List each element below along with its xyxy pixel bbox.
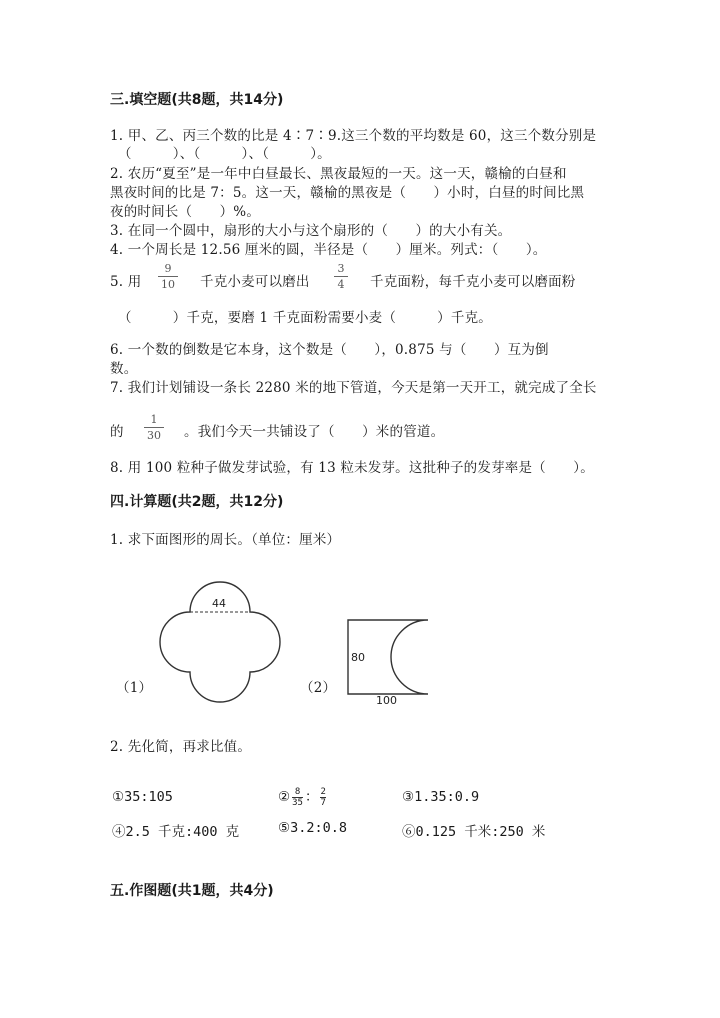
fraction-numerator: 3 xyxy=(337,262,345,275)
question-2-line-2: 黑夜时间的比是 7：5。这一天，赣榆的黑夜是（ ）小时，白昼的时间比黑 xyxy=(110,185,585,201)
fraction-8-35 xyxy=(292,787,303,808)
ratio-item-1: ①35:105 xyxy=(112,789,173,805)
section-3-heading: 三.填空题(共8题，共14分) xyxy=(110,92,284,108)
ratio-item-4: ④2.5 千克:400 克 xyxy=(112,824,240,840)
figure-1-four-arc-shape xyxy=(150,575,290,715)
question-3: 3. 在同一个圆中，扇形的大小与这个扇形的（ ）的大小有关。 xyxy=(110,223,512,239)
ratio-item-6: ⑥0.125 千米:250 米 xyxy=(402,824,546,840)
fraction-numerator: 8 xyxy=(294,786,301,797)
fraction-denominator: 10 xyxy=(161,278,175,291)
question-5-prefix: 5. 用 xyxy=(110,274,142,290)
calc-question-2: 2. 先化简，再求比值。 xyxy=(110,739,252,755)
section-4-heading: 四.计算题(共2题，共12分) xyxy=(110,494,284,510)
question-5-line-2: （ ）千克，要磨 1 千克面粉需要小麦（ ）千克。 xyxy=(118,310,492,326)
ratio-colon: ： xyxy=(304,789,319,805)
question-5-middle: 千克小麦可以磨出 xyxy=(200,274,310,290)
fraction-denominator: 4 xyxy=(337,278,345,291)
question-2-line-1: 2. 农历“夏至”是一年中白昼最长、黑夜最短的一天。这一天，赣榆的白昼和 xyxy=(110,166,567,182)
calc-question-1: 1. 求下面图形的周长。（单位：厘米） xyxy=(110,532,341,548)
section-5-heading: 五.作图题(共1题，共4分) xyxy=(110,883,274,899)
question-7-suffix: 。我们今天一共铺设了（ ）米的管道。 xyxy=(184,424,445,440)
question-2-line-3: 夜的时间长（ ）%。 xyxy=(110,204,261,220)
ratio-item-2-number: ② xyxy=(278,789,291,805)
question-6-line-1: 6. 一个数的倒数是它本身，这个数是（ ），0.875 与（ ）互为倒 xyxy=(110,342,549,358)
fraction-bar xyxy=(334,276,348,277)
fraction-denominator: 7 xyxy=(320,797,326,808)
figure-1-diameter-label: 44 xyxy=(212,597,226,610)
fraction-2-7 xyxy=(320,787,325,808)
question-6-line-2: 数。 xyxy=(110,361,138,377)
figure-2-label: （2） xyxy=(300,680,337,696)
question-4: 4. 一个周长是 12.56 厘米的圆，半径是（ ）厘米。列式：（ ）。 xyxy=(110,242,547,258)
figure-2-width-label: 100 xyxy=(376,694,397,707)
question-5-suffix: 千克面粉，每千克小麦可以磨面粉 xyxy=(370,274,576,290)
figure-2-height-label: 80 xyxy=(351,651,365,664)
ratio-item-5: ⑤3.2:0.8 xyxy=(278,820,347,836)
fraction-numerator: 2 xyxy=(320,786,326,797)
fraction-1-30 xyxy=(144,413,164,442)
question-7-line-1: 7. 我们计划铺设一条长 2280 米的地下管道，今天是第一天开工，就完成了全长 xyxy=(110,380,597,396)
fraction-numerator: 1 xyxy=(150,413,158,426)
ratio-item-2 xyxy=(278,785,328,808)
question-8: 8. 用 100 粒种子做发芽试验，有 13 粒未发芽。这批种子的发芽率是（ ）。 xyxy=(110,460,594,476)
fraction-bar xyxy=(158,276,178,277)
question-1-line-2: （ ）、（ ）、（ ）。 xyxy=(118,146,331,162)
fraction-9-10 xyxy=(158,262,178,291)
question-7-prefix: 的 xyxy=(110,424,124,440)
fraction-3-4 xyxy=(334,262,348,291)
fraction-numerator: 9 xyxy=(164,262,172,275)
fraction-denominator: 30 xyxy=(147,429,161,442)
ratio-item-3: ③1.35:0.9 xyxy=(402,789,480,805)
figure-2-rectangle-with-semicircle xyxy=(340,612,440,708)
figure-1-label: （1） xyxy=(116,680,153,696)
fraction-denominator: 35 xyxy=(292,797,303,808)
fraction-bar xyxy=(144,427,164,428)
question-1-line-1: 1. 甲、乙、丙三个数的比是 4∶7∶9.这三个数的平均数是 60，这三个数分别是 xyxy=(110,128,597,144)
